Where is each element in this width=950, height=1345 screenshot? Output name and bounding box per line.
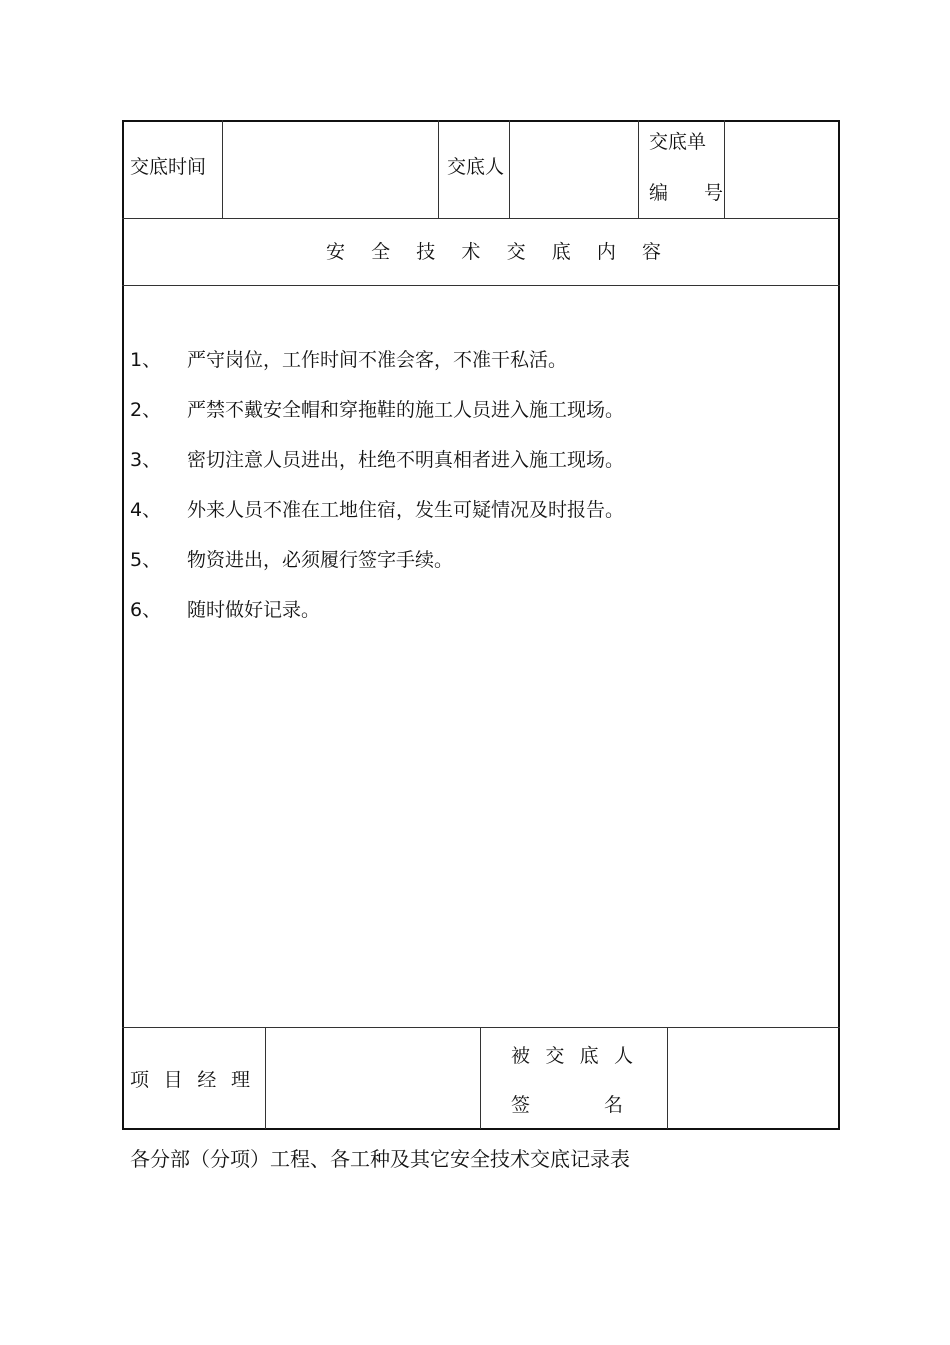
document-caption: 各分部（分项）工程、各工种及其它安全技术交底记录表 — [130, 1147, 630, 1171]
header-col-divider — [438, 120, 439, 218]
item-number: 4、 — [130, 499, 162, 521]
list-item — [130, 548, 453, 572]
list-item — [130, 398, 624, 422]
number-label-line1: 交底单 — [649, 131, 707, 153]
header-row-divider — [122, 218, 840, 219]
list-item — [130, 348, 567, 372]
time-label: 交底时间 — [130, 156, 207, 178]
item-text: 物资进出，必须履行签字手续。 — [187, 549, 454, 571]
item-number: 5、 — [130, 549, 162, 571]
footer-col-divider — [265, 1027, 266, 1129]
item-number: 6、 — [130, 599, 162, 621]
section-title: 安 全 技 术 交 底 内 容 — [326, 241, 661, 263]
footer-col-divider — [667, 1027, 668, 1129]
footer-row-divider — [122, 1027, 840, 1028]
list-item — [130, 448, 624, 472]
number-label-text: 编 号 — [649, 182, 724, 204]
manager-label: 项 目 经 理 — [130, 1069, 250, 1091]
record-table — [122, 120, 840, 1130]
number-label-line2 — [649, 181, 724, 205]
list-item — [130, 598, 320, 622]
person-value-cell[interactable] — [511, 122, 636, 216]
header-col-divider — [509, 120, 510, 218]
person-label: 交底人 — [447, 156, 505, 178]
footer-col-divider — [480, 1027, 481, 1129]
item-text: 随时做好记录。 — [187, 599, 321, 621]
receiver-label-line2: 签 名 — [511, 1094, 623, 1116]
item-number: 2、 — [130, 399, 162, 421]
header-col-divider — [724, 120, 725, 218]
item-text: 外来人员不准在工地住宿，发生可疑情况及时报告。 — [187, 499, 625, 521]
item-text: 严禁不戴安全帽和穿拖鞋的施工人员进入施工现场。 — [187, 399, 625, 421]
header-col-divider — [222, 120, 223, 218]
receiver-label-line1: 被 交 底 人 — [511, 1045, 633, 1067]
receiver-signature-cell[interactable] — [669, 1029, 838, 1127]
manager-signature-cell[interactable] — [267, 1029, 478, 1127]
item-number: 1、 — [130, 349, 162, 371]
title-row-divider — [122, 285, 840, 286]
time-value-cell[interactable] — [224, 122, 436, 216]
item-text: 密切注意人员进出，杜绝不明真相者进入施工现场。 — [187, 449, 625, 471]
header-col-divider — [638, 120, 639, 218]
item-text: 严守岗位，工作时间不准会客，不准干私活。 — [187, 349, 568, 371]
item-number: 3、 — [130, 449, 162, 471]
list-item — [130, 498, 624, 522]
number-value-cell[interactable] — [726, 122, 838, 216]
